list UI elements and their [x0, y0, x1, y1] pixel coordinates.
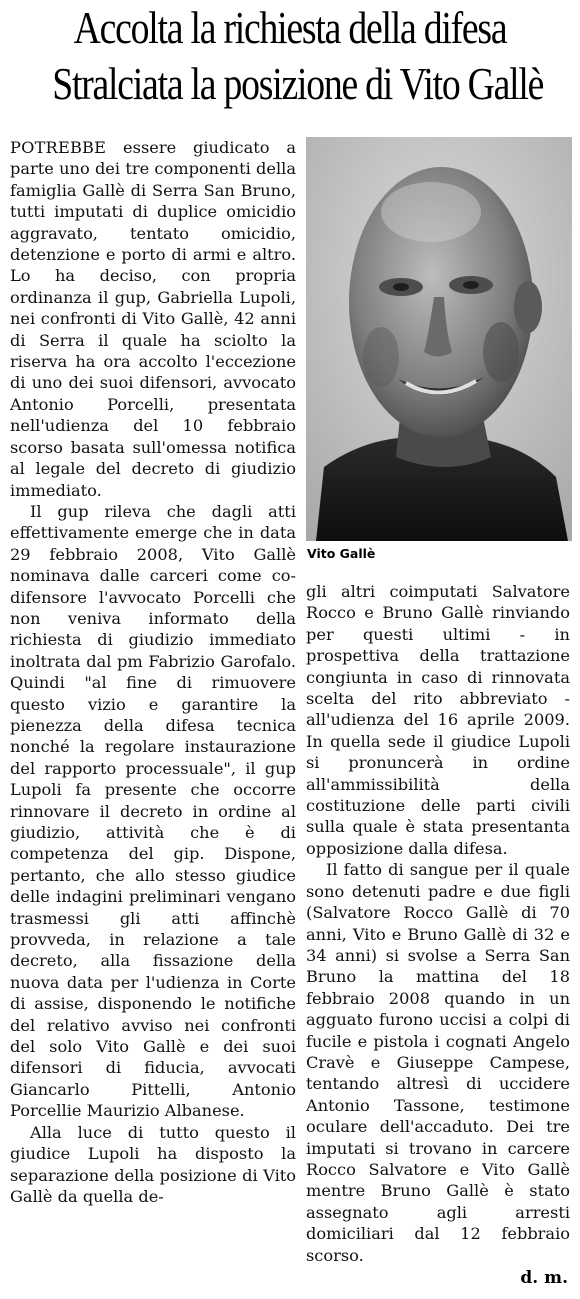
article-paragraph-4: Il fatto di sangue per il quale sono detenuti padre e due figli (Salvatore Rocco Gallè di 70 anni, Vito e Bruno Gallè di 32 e 34 anni) si svolse a Serra San Bruno la mattina del 18 febbraio 2008 quando in un agguato furono uccisi a colpi di fucile e pistola i cognati Angelo Cravè e Giuseppe Campese, tentando altresì di uccidere Antonio Tassone, testimone oculare dell'accaduto. Dei tre imputati si trovano in carcere Rocco Salvatore e Vito Gallè mentre Bruno Gallè è stato assegnato agli arresti domiciliari dal 12 febbraio scorso.: [306, 860, 570, 1265]
lead-word: POTREBBE: [10, 138, 107, 157]
author-signature: d. m.: [520, 1268, 568, 1288]
portrait-image: [306, 137, 572, 541]
article-paragraph-1: [10, 137, 296, 501]
article-column-left: [10, 137, 296, 1207]
article-paragraph-2: Il gup rileva che dagli atti effettivamente emerge che in data 29 febbraio 2008, Vito Gallè nominava dalle carceri come co-difensore l'avvocato Porcelli che non veniva informato della richiesta di giudizio immediato inoltrata dal pm Fabrizio Garofalo. Quindi "al fine di rimuovere questo vizio e garantire la pienezza della difesa tecnica nonché la regolare instaurazione del rapporto processuale", il gup Lupoli fa presente che occorre rinnovare il decreto in ordine al giudizio, attività che è di competenza del gip. Dispone, pertanto, che allo stesso giudice delle indagini preliminari vengano trasmessi gli atti affinchè provveda, in relazione a tale decreto, alla fissazione della nuova data per l'udienza in Corte di assise, disponendo le notifiche del relativo avviso nei confronti del solo Vito Gallè e dei suoi difensori di fiducia, avvocati Giancarlo Pittelli, Antonio Porcellie Maurizio Albanese.: [10, 501, 296, 1121]
paragraph-1-text: essere giudicato a parte uno dei tre componenti della famiglia Gallè di Serra San Bruno, tutti imputati di duplice omicidio aggravato, tentato omicidio, detenzione e porto di armi e altro. Lo ha deciso, con propria ordinanza il gup, Gabriella Lupoli, nei confronti di Vito Gallè, 42 anni di Serra il quale ha sciolto la riserva ha ora accolto l'eccezione di uno dei suoi difensori, avvocato Antonio Porcelli, presentata nell'udienza del 10 febbraio scorso basata sull'omessa notifica al legale del decreto di giudizio immediato.: [10, 138, 296, 500]
article-paragraph-3-start: Alla luce di tutto questo il giudice Lupoli ha disposto la separazione della posizione di Vito Gallè da quella de-: [10, 1122, 296, 1206]
article-column-right: [306, 581, 570, 1266]
headline-line-1: Accolta la richiesta della difesa: [73, 2, 507, 53]
portrait-photo: [306, 137, 572, 541]
headline-line-2: Stralciata la posizione di Vito Gallè: [52, 58, 544, 109]
article-paragraph-3-end: gli altri coimputati Salvatore Rocco e Bruno Gallè rinviando per questi ultimi - in prospettiva della trattazione congiunta in caso di rinnovata scelta del rito abbreviato - all'udienza del 16 aprile 2009. In quella sede il giudice Lupoli si pronuncerà in ordine all'ammissibilità della costituzione delle parti civili sulla quale è stata presentanta opposizione dalla difesa.: [306, 582, 570, 858]
photo-caption: Vito Gallè: [307, 546, 376, 561]
